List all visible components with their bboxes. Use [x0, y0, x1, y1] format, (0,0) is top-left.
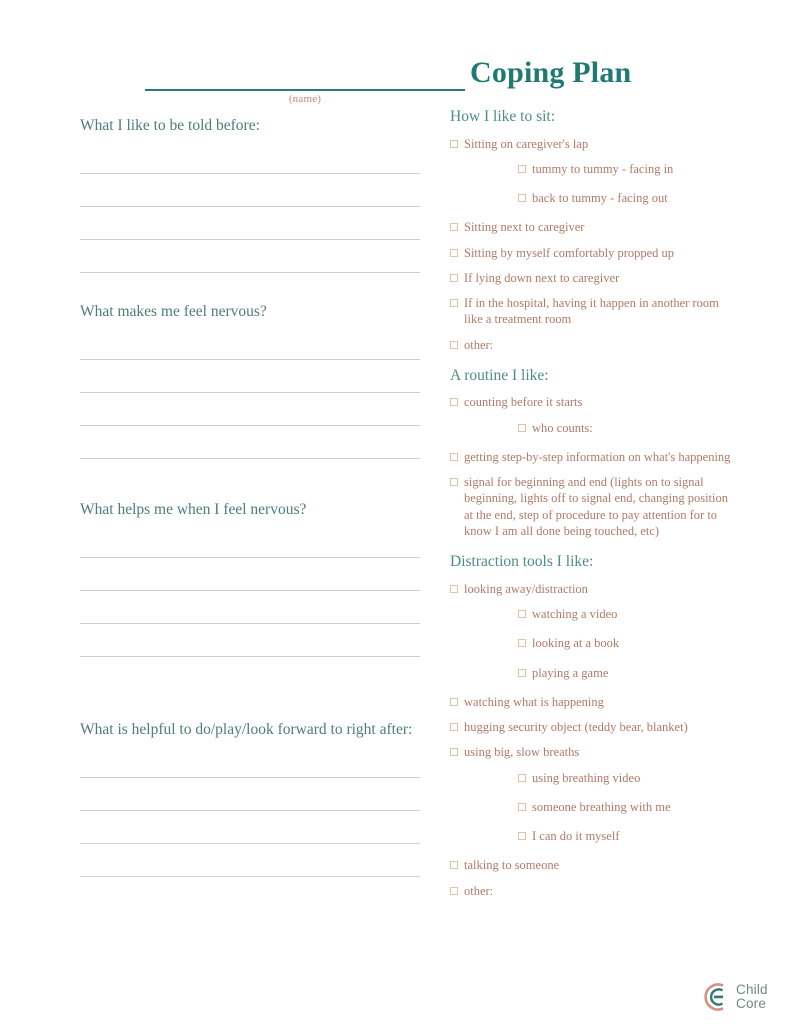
checkbox-icon[interactable] [450, 861, 458, 869]
checklist-item-label: tummy to tummy - facing in [532, 161, 674, 176]
line-gap [80, 624, 420, 656]
checklist-item[interactable] [450, 219, 740, 235]
checklist-item-label: getting step-by-step information on what's happening [464, 449, 731, 464]
line-gap [80, 426, 420, 458]
question-block [80, 500, 420, 657]
write-in-lines [80, 141, 420, 273]
checklist-item[interactable] [450, 245, 740, 261]
checklist-item[interactable] [450, 420, 740, 436]
line-gap [80, 558, 420, 590]
question-block [80, 302, 420, 459]
checkbox-icon[interactable] [518, 424, 526, 432]
checkbox-icon[interactable] [450, 398, 458, 406]
line-gap [80, 844, 420, 876]
checklist-item[interactable] [450, 694, 740, 710]
checkbox-icon[interactable] [518, 774, 526, 782]
checklist-item-label: back to tummy - facing out [532, 191, 668, 206]
checklist-item[interactable] [450, 665, 740, 681]
checklist-item-label: If lying down next to caregiver [464, 270, 620, 285]
checklist-item-label: talking to someone [464, 858, 560, 873]
checklist-item[interactable] [450, 744, 740, 760]
checkbox-icon[interactable] [450, 453, 458, 461]
checklist-section [450, 108, 740, 353]
child-core-logo [697, 977, 783, 1017]
checkbox-icon[interactable] [450, 723, 458, 731]
checklist-item[interactable] [450, 190, 740, 206]
right-column [450, 108, 740, 908]
checklist-item-label: Sitting by myself comfortably propped up [464, 245, 675, 260]
write-in-line[interactable] [80, 876, 420, 877]
question-block [80, 116, 420, 273]
checklist-item-label: Sitting on caregiver's lap [464, 136, 589, 151]
checklist-item-label: counting before it starts [464, 395, 583, 410]
write-in-line[interactable] [80, 272, 420, 273]
checklist-item-label: watching what is happening [464, 694, 604, 709]
checkbox-icon[interactable] [518, 832, 526, 840]
checklist-item[interactable] [450, 270, 740, 286]
checklist-item[interactable] [450, 581, 740, 597]
checklist-item[interactable] [450, 770, 740, 786]
checklist-item[interactable] [450, 136, 740, 152]
checkbox-icon[interactable] [518, 194, 526, 202]
checklist-item[interactable] [450, 337, 740, 353]
checklist-item[interactable] [450, 883, 740, 899]
line-gap [80, 240, 420, 272]
checkbox-icon[interactable] [518, 803, 526, 811]
page-title: Coping Plan [470, 56, 632, 89]
checklist-item-label: watching a video [532, 607, 618, 622]
checklist-item-label: someone breathing with me [532, 799, 671, 814]
question-heading: What I like to be told before: [80, 117, 260, 134]
section-heading: A routine I like: [450, 366, 549, 384]
checkbox-icon[interactable] [450, 274, 458, 282]
logo-wordmark [736, 983, 768, 1011]
checklist-item-label: playing a game [532, 665, 609, 680]
checklist-item-label: I can do it myself [532, 829, 620, 844]
line-gap [80, 327, 420, 359]
line-gap [80, 778, 420, 810]
write-in-lines [80, 745, 420, 877]
checklist-item-label: using big, slow breaths [464, 745, 580, 760]
checklist-item-label: looking at a book [532, 636, 620, 651]
checklist-item-label: If in the hospital, having it happen in another room like a treatment room [464, 296, 719, 327]
checkbox-icon[interactable] [450, 299, 458, 307]
checklist-item-label: using breathing video [532, 770, 641, 785]
question-block [80, 720, 420, 877]
line-gap [80, 207, 420, 239]
write-in-lines [80, 525, 420, 657]
section-heading: Distraction tools I like: [450, 553, 594, 571]
checkbox-icon[interactable] [450, 140, 458, 148]
checklist-item-label: other: [464, 337, 494, 352]
write-in-lines [80, 327, 420, 459]
logo-line-2: Core [736, 996, 767, 1011]
question-heading: What helps me when I feel nervous? [80, 501, 307, 518]
checklist-item-label: signal for beginning and end (lights on to signal beginning, lights off to signal end, changing position at the end, step of procedure to pay attention for to know I am all done being touched, etc) [464, 475, 728, 538]
line-gap [80, 525, 420, 557]
checkbox-icon[interactable] [450, 249, 458, 257]
checklist-item[interactable] [450, 828, 740, 844]
checkbox-icon[interactable] [450, 748, 458, 756]
checkbox-icon[interactable] [518, 639, 526, 647]
checkbox-icon[interactable] [518, 610, 526, 618]
question-heading: What makes me feel nervous? [80, 303, 267, 320]
line-gap [80, 811, 420, 843]
logo-line-1: Child [736, 981, 768, 997]
line-gap [80, 174, 420, 206]
checklist-item[interactable] [450, 799, 740, 815]
name-caption: (name) [288, 93, 322, 105]
checkbox-icon[interactable] [450, 478, 458, 486]
checkbox-icon[interactable] [450, 223, 458, 231]
checkbox-icon[interactable] [518, 165, 526, 173]
checklist-item[interactable] [450, 474, 740, 539]
checklist-section [450, 367, 740, 539]
checklist-section [450, 553, 740, 899]
question-heading: What is helpful to do/play/look forward to right after: [80, 721, 413, 738]
checkbox-icon[interactable] [450, 887, 458, 895]
checklist-item[interactable] [450, 857, 740, 873]
checkbox-icon[interactable] [450, 341, 458, 349]
checklist-item-label: hugging security object (teddy bear, blanket) [464, 720, 688, 735]
line-gap [80, 393, 420, 425]
checklist-item[interactable] [450, 161, 740, 177]
line-gap [80, 360, 420, 392]
line-gap [80, 591, 420, 623]
checklist-item-label: Sitting next to caregiver [464, 220, 585, 235]
checklist-item[interactable] [450, 606, 740, 622]
checklist-item-label: looking away/distraction [464, 581, 588, 596]
name-write-in-line[interactable] [145, 89, 465, 91]
checklist-item[interactable] [450, 635, 740, 651]
checklist-item[interactable] [450, 449, 740, 465]
nested-c-mark-icon [697, 980, 731, 1014]
checkbox-icon[interactable] [450, 585, 458, 593]
line-gap [80, 141, 420, 173]
section-heading: How I like to sit: [450, 108, 556, 125]
checklist-item[interactable] [450, 719, 740, 735]
checklist-item-label: other: [464, 883, 494, 898]
checkbox-icon[interactable] [450, 698, 458, 706]
write-in-line[interactable] [80, 656, 420, 657]
left-column [80, 116, 420, 936]
checkbox-icon[interactable] [518, 669, 526, 677]
page-header [0, 56, 791, 112]
checklist-item-label: who counts: [532, 420, 593, 435]
line-gap [80, 745, 420, 777]
write-in-line[interactable] [80, 458, 420, 459]
checklist-item[interactable] [450, 394, 740, 410]
checklist-item[interactable] [450, 295, 740, 328]
